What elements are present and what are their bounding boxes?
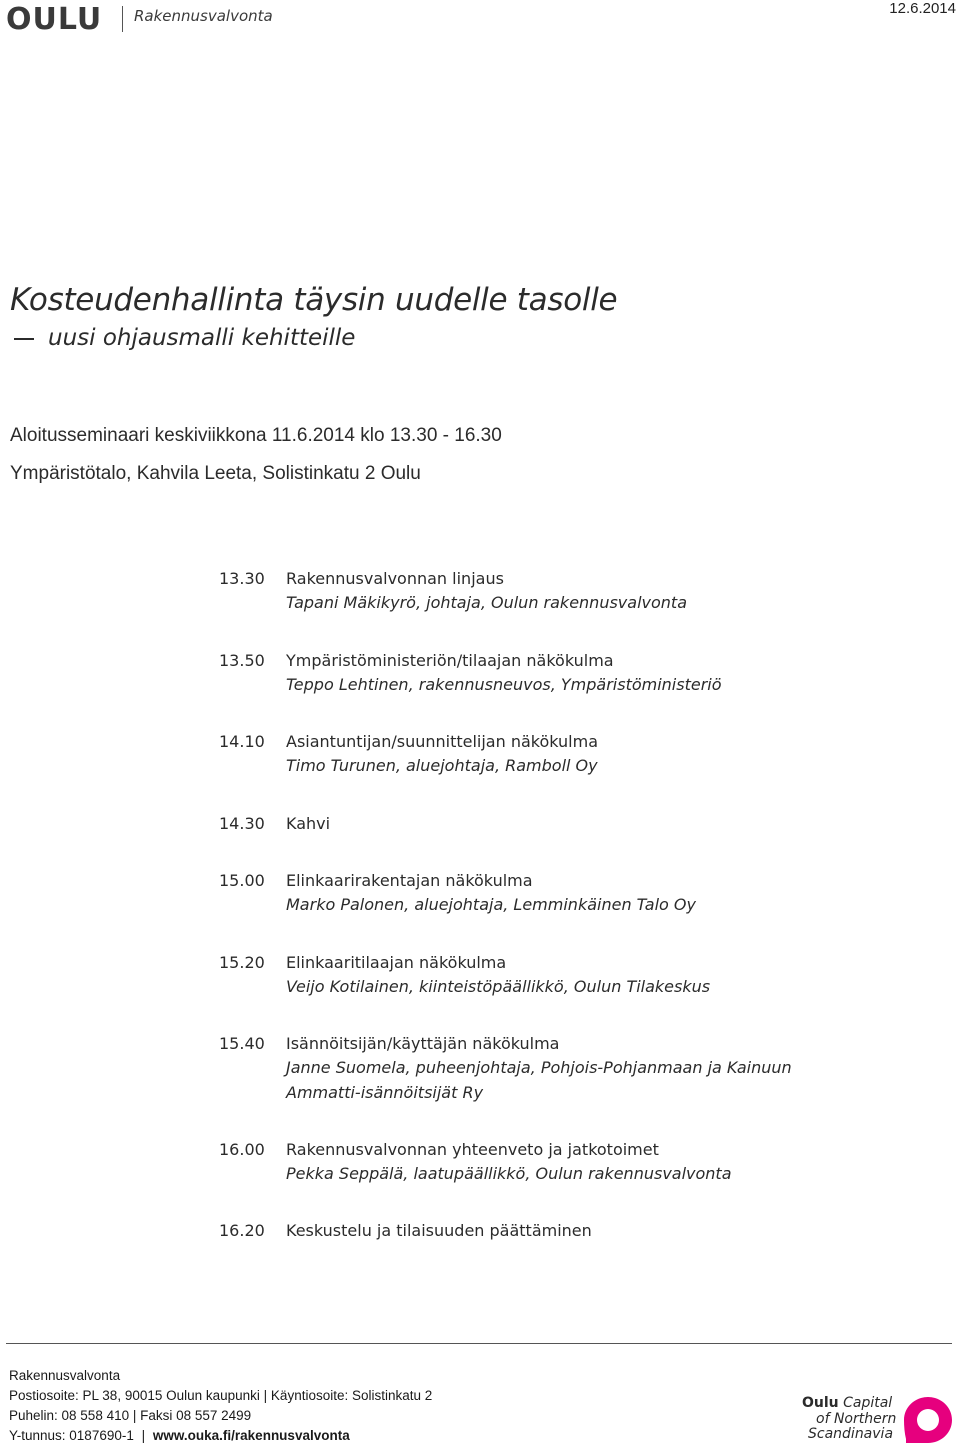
subtitle-text: uusi ohjausmalli kehitteille [48,325,356,351]
event-time: Aloitusseminaari keskiviikkona 11.6.2014 klo 13.30 - 16.30 [10,425,502,446]
brand-tagline [802,1396,896,1443]
footer-business-id: Y-tunnus: 0187690-1 [9,1428,134,1443]
speech-bubble-hole [917,1409,939,1431]
program-speaker: Tapani Mäkikyrö, johtaja, Oulun rakennusvalvonta [286,593,687,612]
program-title: Kahvi [286,814,331,833]
footer-divider [6,1343,952,1344]
program-time: 16.00 [219,1140,265,1159]
footer-org: Rakennusvalvonta [9,1368,121,1383]
program-title: Rakennusvalvonnan yhteenveto ja jatkotoimet [286,1140,659,1159]
unit-name: Rakennusvalvonta [134,7,273,25]
program-time: 16.20 [219,1221,265,1240]
page-title: Kosteudenhallinta täysin uudelle tasolle [10,282,618,318]
brand-line-3: Scandinavia [808,1426,894,1442]
program-time: 14.10 [219,732,265,751]
speech-bubble-logo-icon [902,1395,954,1445]
program-time: 13.30 [219,569,265,588]
program-title: Elinkaaritilaajan näkökulma [286,953,507,972]
brand-word: Oulu [802,1395,839,1411]
footer-website-link[interactable]: www.ouka.fi/rakennusvalvonta [152,1428,350,1443]
brand-line-1 [802,1396,896,1412]
document-date: 12.6.2014 [889,0,956,17]
footer-separator: | [141,1428,146,1443]
program-speaker: Marko Palonen, aluejohtaja, Lemminkäinen Talo Oy [286,895,696,914]
program-title: Elinkaarirakentajan näkökulma [286,871,533,890]
brand-line-2: of Northern [816,1410,897,1427]
brand-rest-1: Capital [843,1395,893,1411]
dash-glyph [14,338,34,340]
program-speaker: Teppo Lehtinen, rakennusneuvos, Ympäristöministeriö [286,675,722,694]
page-subtitle [14,325,355,351]
logo-divider [122,6,123,32]
oulu-logo: OULU [6,2,103,37]
program-speaker: Pekka Seppälä, laatupäällikkö, Oulun rakennusvalvonta [286,1164,732,1183]
event-location: Ympäristötalo, Kahvila Leeta, Solistinkatu 2 Oulu [10,463,421,484]
program-time: 15.20 [219,953,265,972]
program-speaker: Janne Suomela, puheenjohtaja, Pohjois-Pohjanmaan ja Kainuun Ammatti-isännöitsijät Ry [286,1058,792,1102]
footer-contact [9,1428,350,1443]
footer-address: Postiosoite: PL 38, 90015 Oulun kaupunki | Käyntiosoite: Solistinkatu 2 [9,1388,433,1403]
program-time: 13.50 [219,651,265,670]
program-title: Keskustelu ja tilaisuuden päättäminen [286,1221,592,1240]
program-speaker: Timo Turunen, aluejohtaja, Ramboll Oy [286,756,598,775]
program-time: 14.30 [219,814,265,833]
program-speaker: Veijo Kotilainen, kiinteistöpäällikkö, Oulun Tilakeskus [286,977,711,996]
program-time: 15.00 [219,871,265,890]
program-title: Ympäristöministeriön/tilaajan näkökulma [286,651,614,670]
footer-phone: Puhelin: 08 558 410 | Faksi 08 557 2499 [9,1408,252,1423]
program-title: Isännöitsijän/käyttäjän näkökulma [286,1034,560,1053]
program-title: Rakennusvalvonnan linjaus [286,569,504,588]
program-title: Asiantuntijan/suunnittelijan näkökulma [286,732,599,751]
program-time: 15.40 [219,1034,265,1053]
